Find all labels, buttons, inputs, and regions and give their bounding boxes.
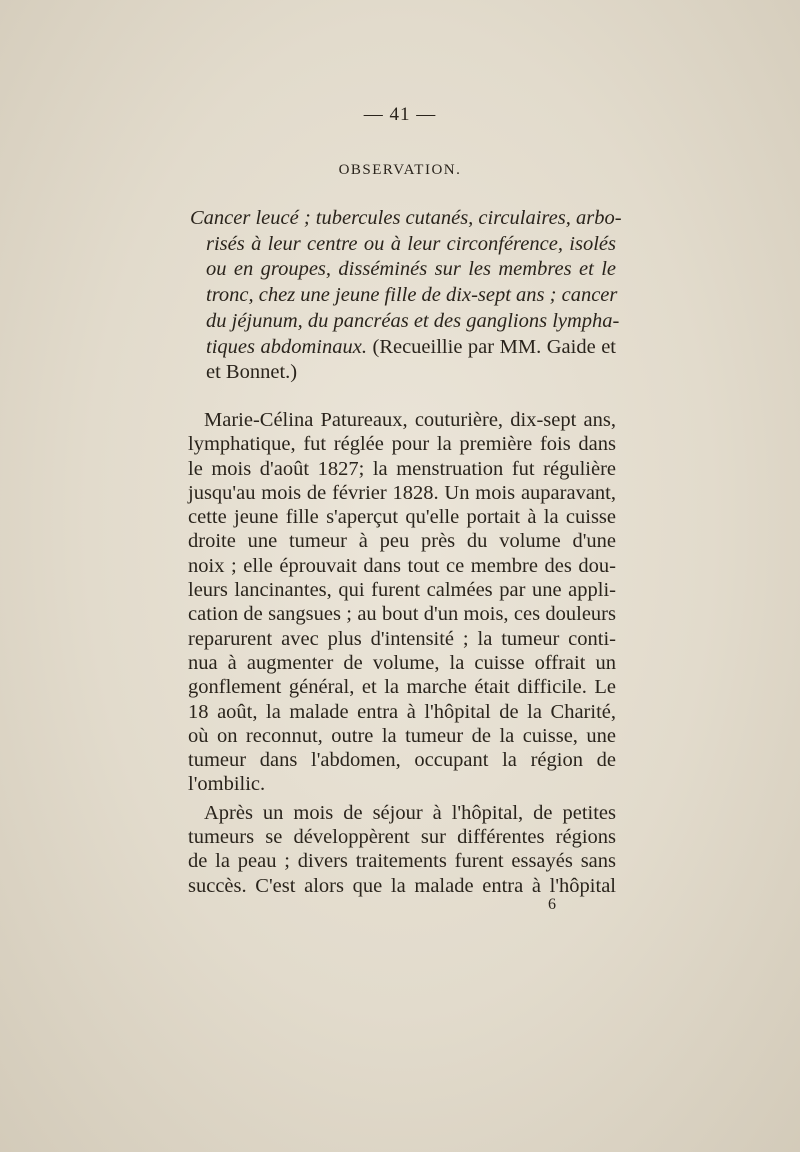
observation-body xyxy=(188,408,616,898)
observation-summary xyxy=(190,206,622,386)
paragraph-line: leurs lancinantes, qui furent calmées par une appli- xyxy=(188,579,616,602)
summary-line: ou en groupes, disséminés sur les membres et le xyxy=(206,258,616,281)
paragraph-line: 18 août, la malade entra à l'hôpital de la Charité, xyxy=(188,700,616,723)
paragraph-line: droite une tumeur à peu près du volume d'une xyxy=(188,530,616,553)
summary-line-mixed xyxy=(190,335,616,361)
paragraph-line: cation de sangsues ; au bout d'un mois, ces douleurs xyxy=(188,603,616,626)
summary-attribution: (Recueillie par MM. Gaide et xyxy=(366,335,616,358)
paragraph-line: de la peau ; divers traitements furent essayés sans xyxy=(188,850,616,873)
paragraph-line: tumeur dans l'abdomen, occupant la région de xyxy=(188,749,616,772)
summary-line-italic: tiques abdominaux. xyxy=(206,335,367,358)
summary-line: risés à leur centre ou à leur circonférence, isolés xyxy=(206,232,616,255)
paragraph-line: le mois d'août 1827; la menstruation fut régulière xyxy=(188,457,616,480)
section-heading: OBSERVATION. xyxy=(338,162,462,178)
paragraph-line: l'ombilic. xyxy=(188,773,266,796)
paragraph-line: lymphatique, fut réglée pour la première fois dans xyxy=(188,433,616,456)
paragraph-line: gonflement général, et la marche était difficile. Le xyxy=(188,676,616,699)
summary-line: tronc, chez une jeune fille de dix-sept ans ; cancer xyxy=(206,284,618,307)
summary-attribution-end: et Bonnet.) xyxy=(206,361,298,384)
page-number: — 41 — xyxy=(363,104,437,125)
paragraph-line: reparurent avec plus d'intensité ; la tumeur conti- xyxy=(188,627,616,650)
summary-line: du jéjunum, du pancréas et des ganglions lympha- xyxy=(206,309,620,332)
paragraph-line: jusqu'au mois de février 1828. Un mois auparavant, xyxy=(188,481,616,504)
paragraph-line: tumeurs se développèrent sur différentes régions xyxy=(188,826,616,849)
paragraph-line: succès. C'est alors que la malade entra à l'hôpital xyxy=(188,874,616,897)
paragraph-line: nua à augmenter de volume, la cuisse offrait un xyxy=(188,651,616,674)
summary-line: Cancer leucé ; tubercules cutanés, circulaires, arbo- xyxy=(190,207,622,229)
paragraph-line: Marie-Célina Patureaux, couturière, dix-sept ans, xyxy=(204,409,616,431)
paragraph-line: Après un mois de séjour à l'hôpital, de petites xyxy=(204,801,616,824)
paragraph-line: où on reconnut, outre la tumeur de la cuisse, une xyxy=(188,724,616,747)
paragraph-line: noix ; elle éprouvait dans tout ce membre des dou- xyxy=(188,554,616,577)
signature-mark: 6 xyxy=(548,896,556,913)
paragraph-line: cette jeune fille s'aperçut qu'elle portait à la cuisse xyxy=(188,506,616,529)
